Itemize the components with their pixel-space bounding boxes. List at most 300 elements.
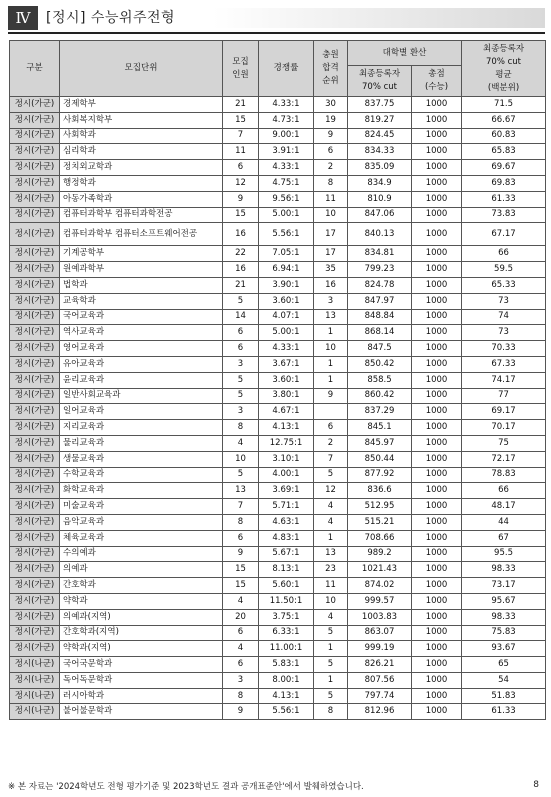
cell-waitlist: 9 xyxy=(314,388,348,404)
cell-gubun: 정시(가군) xyxy=(10,262,60,278)
cell-quota: 9 xyxy=(223,546,259,562)
table-row xyxy=(10,704,546,720)
cell-ratio: 3.91:1 xyxy=(259,144,314,160)
cell-ratio: 12.75:1 xyxy=(259,435,314,451)
cell-ratio: 8.00:1 xyxy=(259,672,314,688)
cell-gubun: 정시(가군) xyxy=(10,325,60,341)
cell-unit: 유아교육과 xyxy=(60,356,223,372)
cell-gubun: 정시(가군) xyxy=(10,641,60,657)
cell-gubun: 정시(나군) xyxy=(10,704,60,720)
cell-total: 1000 xyxy=(412,641,462,657)
col-header-waitlist: 충원 합격 순위 xyxy=(314,41,348,97)
cell-unit: 행정학과 xyxy=(60,175,223,191)
cell-unit: 영어교육과 xyxy=(60,341,223,357)
col-header-quota: 모집 인원 xyxy=(223,41,259,97)
cell-percentile: 48.17 xyxy=(462,499,546,515)
cell-waitlist: 6 xyxy=(314,420,348,436)
cell-waitlist: 10 xyxy=(314,207,348,223)
cell-waitlist: 1 xyxy=(314,325,348,341)
cell-final-cut: 840.13 xyxy=(348,223,412,246)
cell-gubun: 정시(가군) xyxy=(10,593,60,609)
cell-ratio: 5.71:1 xyxy=(259,499,314,515)
cell-quota: 20 xyxy=(223,609,259,625)
table-row xyxy=(10,404,546,420)
cell-ratio: 11.00:1 xyxy=(259,641,314,657)
cell-gubun: 정시(가군) xyxy=(10,356,60,372)
cell-quota: 8 xyxy=(223,514,259,530)
cell-quota: 9 xyxy=(223,191,259,207)
cell-percentile: 75 xyxy=(462,435,546,451)
cell-ratio: 6.33:1 xyxy=(259,625,314,641)
cell-percentile: 54 xyxy=(462,672,546,688)
cell-unit: 간호학과 xyxy=(60,578,223,594)
cell-gubun: 정시(가군) xyxy=(10,625,60,641)
cell-final-cut: 860.42 xyxy=(348,388,412,404)
cell-quota: 3 xyxy=(223,404,259,420)
cell-final-cut: 1021.43 xyxy=(348,562,412,578)
table-row xyxy=(10,262,546,278)
cell-gubun: 정시(가군) xyxy=(10,546,60,562)
cell-gubun: 정시(가군) xyxy=(10,191,60,207)
cell-final-cut: 810.9 xyxy=(348,191,412,207)
cell-final-cut: 848.84 xyxy=(348,309,412,325)
cell-quota: 15 xyxy=(223,112,259,128)
cell-total: 1000 xyxy=(412,467,462,483)
cell-ratio: 4.07:1 xyxy=(259,309,314,325)
cell-ratio: 3.60:1 xyxy=(259,293,314,309)
cell-ratio: 5.00:1 xyxy=(259,325,314,341)
cell-unit: 생물교육과 xyxy=(60,451,223,467)
cell-waitlist: 1 xyxy=(314,356,348,372)
cell-percentile: 65.33 xyxy=(462,277,546,293)
cell-ratio: 5.00:1 xyxy=(259,207,314,223)
cell-ratio: 4.33:1 xyxy=(259,341,314,357)
cell-percentile: 66 xyxy=(462,483,546,499)
cell-gubun: 정시(가군) xyxy=(10,341,60,357)
cell-total: 1000 xyxy=(412,388,462,404)
col-header-final-cut: 최종등록자 70% cut xyxy=(348,66,412,97)
cell-final-cut: 868.14 xyxy=(348,325,412,341)
cell-final-cut: 837.75 xyxy=(348,97,412,113)
cell-total: 1000 xyxy=(412,293,462,309)
cell-waitlist: 1 xyxy=(314,672,348,688)
cell-waitlist: 35 xyxy=(314,262,348,278)
cell-final-cut: 874.02 xyxy=(348,578,412,594)
cell-gubun: 정시(나군) xyxy=(10,688,60,704)
cell-ratio: 4.73:1 xyxy=(259,112,314,128)
cell-percentile: 98.33 xyxy=(462,609,546,625)
cell-unit: 약학과 xyxy=(60,593,223,609)
cell-gubun: 정시(가군) xyxy=(10,309,60,325)
cell-quota: 5 xyxy=(223,372,259,388)
cell-waitlist: 4 xyxy=(314,514,348,530)
cell-waitlist: 5 xyxy=(314,625,348,641)
cell-final-cut: 837.29 xyxy=(348,404,412,420)
cell-final-cut: 819.27 xyxy=(348,112,412,128)
cell-waitlist: 6 xyxy=(314,144,348,160)
cell-percentile: 73.83 xyxy=(462,207,546,223)
cell-unit: 사회학과 xyxy=(60,128,223,144)
cell-ratio: 9.00:1 xyxy=(259,128,314,144)
cell-ratio: 3.60:1 xyxy=(259,372,314,388)
cell-unit: 수학교육과 xyxy=(60,467,223,483)
cell-final-cut: 989.2 xyxy=(348,546,412,562)
cell-gubun: 정시(가군) xyxy=(10,277,60,293)
table-row xyxy=(10,97,546,113)
col-header-ratio: 경쟁률 xyxy=(259,41,314,97)
cell-ratio: 6.94:1 xyxy=(259,262,314,278)
cell-quota: 15 xyxy=(223,207,259,223)
cell-unit: 심리학과 xyxy=(60,144,223,160)
table-row xyxy=(10,309,546,325)
cell-waitlist: 4 xyxy=(314,499,348,515)
cell-gubun: 정시(가군) xyxy=(10,246,60,262)
table-row xyxy=(10,128,546,144)
cell-ratio: 4.75:1 xyxy=(259,175,314,191)
table-row xyxy=(10,562,546,578)
cell-total: 1000 xyxy=(412,207,462,223)
cell-quota: 13 xyxy=(223,483,259,499)
cell-total: 1000 xyxy=(412,625,462,641)
cell-final-cut: 824.78 xyxy=(348,277,412,293)
cell-quota: 5 xyxy=(223,293,259,309)
cell-total: 1000 xyxy=(412,672,462,688)
cell-waitlist: 13 xyxy=(314,309,348,325)
cell-waitlist: 19 xyxy=(314,112,348,128)
cell-percentile: 69.67 xyxy=(462,160,546,176)
cell-percentile: 78.83 xyxy=(462,467,546,483)
cell-total: 1000 xyxy=(412,483,462,499)
table-body xyxy=(10,97,546,720)
cell-percentile: 71.5 xyxy=(462,97,546,113)
cell-ratio: 3.80:1 xyxy=(259,388,314,404)
cell-unit: 불어불문학과 xyxy=(60,704,223,720)
cell-ratio: 3.75:1 xyxy=(259,609,314,625)
cell-ratio: 5.83:1 xyxy=(259,657,314,673)
cell-total: 1000 xyxy=(412,97,462,113)
cell-final-cut: 877.92 xyxy=(348,467,412,483)
footnote: ※ 본 자료는 '2024학년도 전형 평가기준 및 2023학년도 결과 공개표준안'에서 발췌하였습니다. xyxy=(8,782,364,792)
table-row xyxy=(10,530,546,546)
cell-gubun: 정시(가군) xyxy=(10,97,60,113)
table-row xyxy=(10,223,546,246)
table-row xyxy=(10,467,546,483)
cell-gubun: 정시(가군) xyxy=(10,112,60,128)
cell-waitlist: 7 xyxy=(314,451,348,467)
cell-percentile: 60.83 xyxy=(462,128,546,144)
cell-final-cut: 1003.83 xyxy=(348,609,412,625)
cell-total: 1000 xyxy=(412,175,462,191)
cell-waitlist: 1 xyxy=(314,530,348,546)
cell-gubun: 정시(가군) xyxy=(10,372,60,388)
cell-waitlist: 5 xyxy=(314,657,348,673)
cell-percentile: 73 xyxy=(462,325,546,341)
cell-quota: 11 xyxy=(223,144,259,160)
table-row xyxy=(10,609,546,625)
cell-quota: 15 xyxy=(223,562,259,578)
cell-gubun: 정시(가군) xyxy=(10,435,60,451)
cell-quota: 6 xyxy=(223,657,259,673)
table-row xyxy=(10,175,546,191)
cell-gubun: 정시(가군) xyxy=(10,562,60,578)
cell-gubun: 정시(가군) xyxy=(10,160,60,176)
cell-final-cut: 512.95 xyxy=(348,499,412,515)
cell-unit: 미술교육과 xyxy=(60,499,223,515)
cell-percentile: 51.83 xyxy=(462,688,546,704)
cell-final-cut: 834.33 xyxy=(348,144,412,160)
cell-quota: 16 xyxy=(223,223,259,246)
cell-final-cut: 824.45 xyxy=(348,128,412,144)
cell-final-cut: 847.06 xyxy=(348,207,412,223)
cell-unit: 국어교육과 xyxy=(60,309,223,325)
cell-final-cut: 999.57 xyxy=(348,593,412,609)
cell-final-cut: 812.96 xyxy=(348,704,412,720)
cell-percentile: 61.33 xyxy=(462,704,546,720)
cell-unit: 경제학부 xyxy=(60,97,223,113)
cell-percentile: 74 xyxy=(462,309,546,325)
cell-final-cut: 845.97 xyxy=(348,435,412,451)
cell-quota: 6 xyxy=(223,325,259,341)
cell-final-cut: 850.42 xyxy=(348,356,412,372)
cell-final-cut: 807.56 xyxy=(348,672,412,688)
cell-quota: 4 xyxy=(223,641,259,657)
table-row xyxy=(10,672,546,688)
table-row xyxy=(10,207,546,223)
cell-percentile: 67.33 xyxy=(462,356,546,372)
table-row xyxy=(10,277,546,293)
cell-ratio: 4.13:1 xyxy=(259,420,314,436)
cell-final-cut: 834.81 xyxy=(348,246,412,262)
cell-gubun: 정시(가군) xyxy=(10,499,60,515)
cell-quota: 9 xyxy=(223,704,259,720)
table-row xyxy=(10,546,546,562)
cell-percentile: 70.17 xyxy=(462,420,546,436)
cell-total: 1000 xyxy=(412,262,462,278)
cell-percentile: 74.17 xyxy=(462,372,546,388)
col-header-total: 총점 (수능) xyxy=(412,66,462,97)
cell-total: 1000 xyxy=(412,223,462,246)
cell-quota: 6 xyxy=(223,160,259,176)
cell-final-cut: 515.21 xyxy=(348,514,412,530)
cell-total: 1000 xyxy=(412,420,462,436)
table-row xyxy=(10,341,546,357)
cell-ratio: 9.56:1 xyxy=(259,191,314,207)
cell-unit: 독어독문학과 xyxy=(60,672,223,688)
cell-total: 1000 xyxy=(412,372,462,388)
cell-unit: 체육교육과 xyxy=(60,530,223,546)
cell-total: 1000 xyxy=(412,578,462,594)
table-row xyxy=(10,325,546,341)
cell-quota: 7 xyxy=(223,499,259,515)
admission-results-table xyxy=(9,40,546,720)
cell-waitlist: 5 xyxy=(314,688,348,704)
cell-total: 1000 xyxy=(412,688,462,704)
cell-percentile: 73 xyxy=(462,293,546,309)
table-row xyxy=(10,356,546,372)
cell-waitlist xyxy=(314,404,348,420)
cell-waitlist: 17 xyxy=(314,246,348,262)
cell-final-cut: 836.6 xyxy=(348,483,412,499)
cell-waitlist: 9 xyxy=(314,128,348,144)
cell-percentile: 65 xyxy=(462,657,546,673)
cell-total: 1000 xyxy=(412,128,462,144)
cell-quota: 3 xyxy=(223,356,259,372)
cell-total: 1000 xyxy=(412,451,462,467)
cell-unit: 원예과학부 xyxy=(60,262,223,278)
cell-ratio: 4.13:1 xyxy=(259,688,314,704)
cell-final-cut: 847.97 xyxy=(348,293,412,309)
cell-ratio: 4.67:1 xyxy=(259,404,314,420)
col-header-conversion: 대학별 환산 xyxy=(348,41,462,66)
cell-gubun: 정시(가군) xyxy=(10,451,60,467)
table-row xyxy=(10,112,546,128)
cell-ratio: 3.69:1 xyxy=(259,483,314,499)
cell-total: 1000 xyxy=(412,356,462,372)
cell-gubun: 정시(가군) xyxy=(10,483,60,499)
cell-waitlist: 16 xyxy=(314,277,348,293)
cell-total: 1000 xyxy=(412,341,462,357)
cell-final-cut: 847.5 xyxy=(348,341,412,357)
cell-total: 1000 xyxy=(412,404,462,420)
cell-waitlist: 10 xyxy=(314,593,348,609)
cell-waitlist: 8 xyxy=(314,704,348,720)
cell-total: 1000 xyxy=(412,277,462,293)
section-numeral-badge: Ⅳ xyxy=(8,6,38,30)
cell-total: 1000 xyxy=(412,325,462,341)
cell-percentile: 77 xyxy=(462,388,546,404)
header-gradient-strip xyxy=(213,8,545,28)
table-row xyxy=(10,160,546,176)
cell-gubun: 정시(가군) xyxy=(10,128,60,144)
table-row xyxy=(10,191,546,207)
cell-percentile: 66.67 xyxy=(462,112,546,128)
cell-waitlist: 2 xyxy=(314,160,348,176)
cell-quota: 4 xyxy=(223,593,259,609)
cell-waitlist: 23 xyxy=(314,562,348,578)
cell-quota: 8 xyxy=(223,688,259,704)
cell-final-cut: 858.5 xyxy=(348,372,412,388)
cell-unit: 러시아학과 xyxy=(60,688,223,704)
cell-unit: 일어교육과 xyxy=(60,404,223,420)
cell-waitlist: 30 xyxy=(314,97,348,113)
cell-waitlist: 4 xyxy=(314,609,348,625)
cell-waitlist: 8 xyxy=(314,175,348,191)
cell-quota: 4 xyxy=(223,435,259,451)
cell-ratio: 3.67:1 xyxy=(259,356,314,372)
cell-gubun: 정시(가군) xyxy=(10,223,60,246)
cell-unit: 간호학과(지역) xyxy=(60,625,223,641)
cell-unit: 수의예과 xyxy=(60,546,223,562)
table-row xyxy=(10,657,546,673)
table-row xyxy=(10,293,546,309)
cell-waitlist: 12 xyxy=(314,483,348,499)
table-row xyxy=(10,641,546,657)
cell-total: 1000 xyxy=(412,191,462,207)
table-row xyxy=(10,499,546,515)
cell-unit: 의예과 xyxy=(60,562,223,578)
cell-quota: 22 xyxy=(223,246,259,262)
cell-unit: 교육학과 xyxy=(60,293,223,309)
cell-percentile: 65.83 xyxy=(462,144,546,160)
cell-quota: 8 xyxy=(223,420,259,436)
cell-total: 1000 xyxy=(412,160,462,176)
cell-waitlist: 13 xyxy=(314,546,348,562)
cell-waitlist: 2 xyxy=(314,435,348,451)
col-header-gubun: 구분 xyxy=(10,41,60,97)
col-header-percentile: 최종등록자 70% cut 평균 (백분위) xyxy=(462,41,546,97)
cell-ratio: 5.56:1 xyxy=(259,704,314,720)
cell-gubun: 정시(나군) xyxy=(10,672,60,688)
cell-quota: 3 xyxy=(223,672,259,688)
table-row xyxy=(10,435,546,451)
table-row xyxy=(10,688,546,704)
cell-ratio: 7.05:1 xyxy=(259,246,314,262)
cell-unit: 화학교육과 xyxy=(60,483,223,499)
cell-total: 1000 xyxy=(412,246,462,262)
cell-quota: 5 xyxy=(223,388,259,404)
cell-total: 1000 xyxy=(412,704,462,720)
table-row xyxy=(10,578,546,594)
table-row xyxy=(10,246,546,262)
cell-unit: 정치외교학과 xyxy=(60,160,223,176)
cell-ratio: 4.00:1 xyxy=(259,467,314,483)
cell-final-cut: 835.09 xyxy=(348,160,412,176)
cell-total: 1000 xyxy=(412,499,462,515)
cell-quota: 6 xyxy=(223,530,259,546)
cell-waitlist: 1 xyxy=(314,641,348,657)
cell-ratio: 3.90:1 xyxy=(259,277,314,293)
cell-ratio: 4.33:1 xyxy=(259,97,314,113)
cell-gubun: 정시(가군) xyxy=(10,530,60,546)
cell-total: 1000 xyxy=(412,593,462,609)
cell-unit: 약학과(지역) xyxy=(60,641,223,657)
cell-gubun: 정시(가군) xyxy=(10,609,60,625)
cell-total: 1000 xyxy=(412,657,462,673)
cell-unit: 컴퓨터과학부 컴퓨터과학전공 xyxy=(60,207,223,223)
table-row xyxy=(10,625,546,641)
cell-quota: 12 xyxy=(223,175,259,191)
cell-unit: 아동가족학과 xyxy=(60,191,223,207)
cell-percentile: 72.17 xyxy=(462,451,546,467)
cell-ratio: 5.67:1 xyxy=(259,546,314,562)
cell-percentile: 67 xyxy=(462,530,546,546)
cell-total: 1000 xyxy=(412,112,462,128)
cell-unit: 역사교육과 xyxy=(60,325,223,341)
table-row xyxy=(10,144,546,160)
cell-quota: 6 xyxy=(223,341,259,357)
cell-unit: 국어국문학과 xyxy=(60,657,223,673)
cell-quota: 7 xyxy=(223,128,259,144)
cell-final-cut: 845.1 xyxy=(348,420,412,436)
cell-ratio: 4.33:1 xyxy=(259,160,314,176)
cell-percentile: 95.67 xyxy=(462,593,546,609)
cell-percentile: 75.83 xyxy=(462,625,546,641)
cell-quota: 10 xyxy=(223,451,259,467)
cell-unit: 지리교육과 xyxy=(60,420,223,436)
cell-final-cut: 834.9 xyxy=(348,175,412,191)
cell-percentile: 73.17 xyxy=(462,578,546,594)
cell-gubun: 정시(가군) xyxy=(10,420,60,436)
cell-quota: 15 xyxy=(223,578,259,594)
cell-waitlist: 3 xyxy=(314,293,348,309)
cell-percentile: 93.67 xyxy=(462,641,546,657)
cell-total: 1000 xyxy=(412,562,462,578)
cell-waitlist: 17 xyxy=(314,223,348,246)
cell-unit: 컴퓨터과학부 컴퓨터소프트웨어전공 xyxy=(60,223,223,246)
cell-gubun: 정시(가군) xyxy=(10,404,60,420)
cell-total: 1000 xyxy=(412,609,462,625)
cell-unit: 윤리교육과 xyxy=(60,372,223,388)
